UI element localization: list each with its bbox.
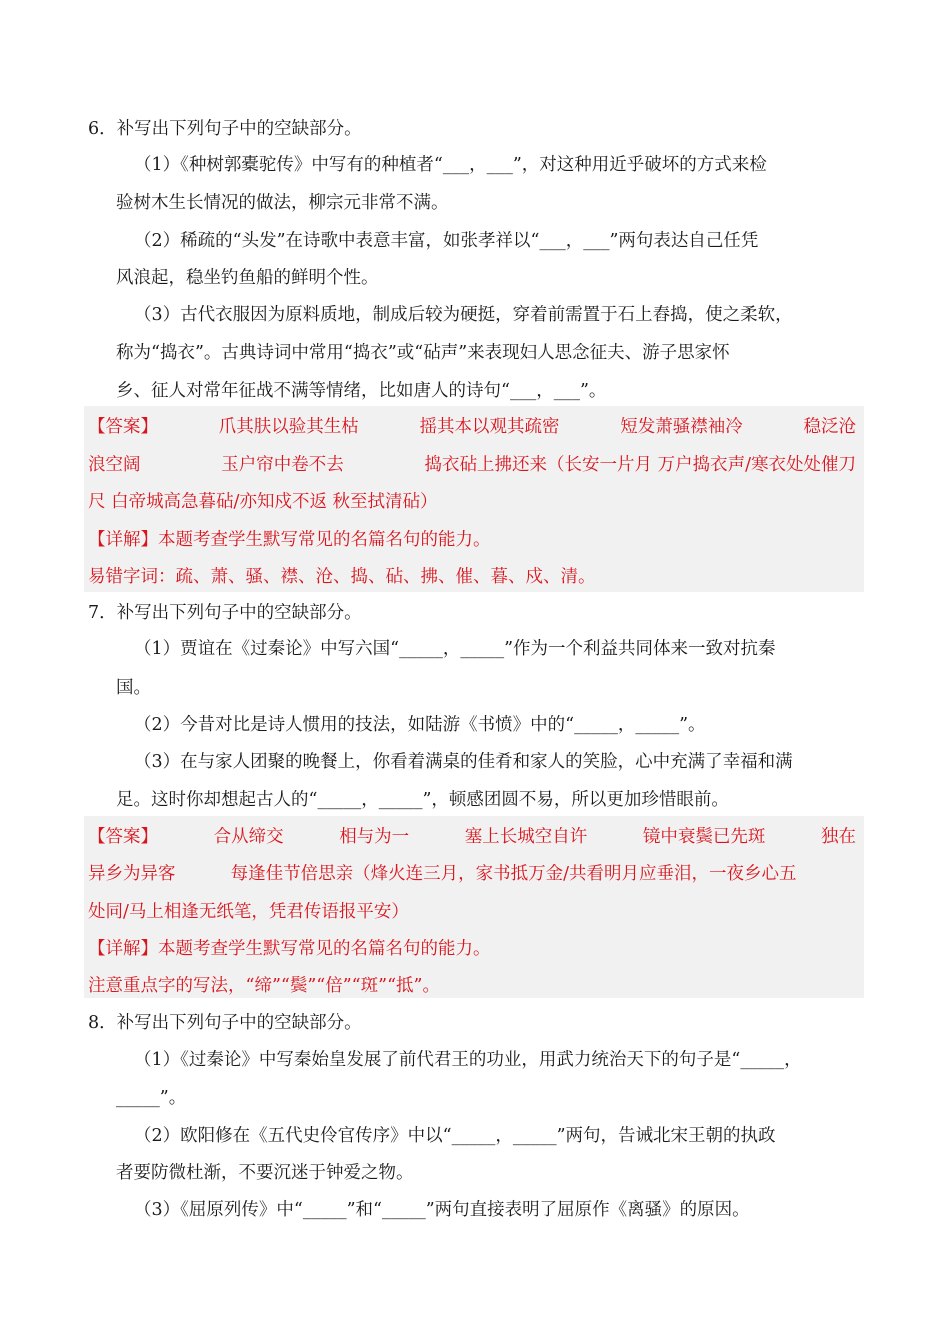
answer-item: 浪空阔 [88, 455, 141, 475]
answer-item: 独在 [820, 827, 856, 847]
answer-item: 捣衣砧上拂还来（长安一片月 万户捣衣声/寒衣处处催刀 [424, 455, 856, 475]
answer-item: 每逢佳节倍思亲（烽火连三月，家书抵万金/共看明月应垂泪，一夜乡心五 [230, 864, 797, 884]
q6-error-note: 易错字词：疏、萧、骚、襟、沧、捣、砧、拂、催、暮、戍、清。 [88, 567, 596, 587]
q7-part3-line2: 足。这时你却想起古人的“_____，_____”，顿感团圆不易，所以更加珍惜眼前。 [116, 790, 729, 810]
q6-answer-line2 [88, 453, 856, 477]
q8-title: 8．补写出下列句子中的空缺部分。 [88, 1013, 362, 1033]
q7-part1-line1: （1）贾谊在《过秦论》中写六国“_____，_____”作为一个利益共同体来一致对抗秦 [134, 639, 776, 659]
answer-label: 【答案】 [88, 827, 158, 847]
q7-explanation: 【详解】本题考查学生默写常见的名篇名句的能力。 [88, 939, 491, 959]
q7-answer-line1 [88, 825, 856, 849]
q8-part2-line1: （2）欧阳修在《五代史伶官传序》中以“_____，_____”两句，告诫北宋王朝的执政 [134, 1126, 776, 1146]
q6-part1-line1: （1）《种树郭橐驼传》中写有的种植者“___，___”，对这种用近乎破坏的方式来检 [134, 155, 767, 175]
answer-item: 塞上长城空自许 [464, 827, 588, 847]
answer-label: 【答案】 [88, 417, 158, 437]
q6-part3-line3: 乡、征人对常年征战不满等情绪，比如唐人的诗句“___，___”。 [116, 381, 607, 401]
q6-part2-line1: （2）稀疏的“头发”在诗歌中表意丰富，如张孝祥以“___，___”两句表达自己任凭 [134, 231, 759, 251]
answer-item: 相与为一 [339, 827, 410, 847]
q6-part3-line1: （3）古代衣服因为原料质地，制成后较为硬挺，穿着前需置于石上舂捣，使之柔软， [134, 305, 793, 325]
q7-part2-line1: （2）今昔对比是诗人惯用的技法，如陆游《书愤》中的“_____，_____”。 [134, 715, 706, 735]
q6-answer-line3: 尺 白帝城高急暮砧/亦知戍不返 秋至拭清砧） [88, 492, 438, 512]
q8-part1-line1: （1）《过秦论》中写秦始皇发展了前代君王的功业，用武力统治天下的句子是“_____， [134, 1050, 802, 1070]
q6-part3-line2: 称为“捣衣”。古典诗词中常用“捣衣”或“砧声”来表现妇人思念征夫、游子思家怀 [116, 343, 730, 363]
q6-answer-line1 [88, 415, 856, 439]
q7-part1-line2: 国。 [116, 678, 151, 698]
answer-item: 短发萧骚襟袖冷 [620, 417, 743, 437]
q6-explanation: 【详解】本题考查学生默写常见的名篇名句的能力。 [88, 530, 491, 550]
q8-part1-line2: _____”。 [116, 1088, 187, 1108]
q7-answer-line3: 处同/马上相逢无纸笔，凭君传语报平安） [88, 902, 409, 922]
answer-item: 合从缔交 [213, 827, 284, 847]
q6-part2-line2: 风浪起，稳坐钓鱼船的鲜明个性。 [116, 268, 379, 288]
q7-title: 7．补写出下列句子中的空缺部分。 [88, 603, 362, 623]
answer-item: 稳泛沧 [803, 417, 856, 437]
answer-item: 镜中衰鬓已先斑 [642, 827, 766, 847]
answer-item: 玉户帘中卷不去 [221, 455, 344, 475]
q8-part3-line1: （3）《屈原列传》中“_____”和“_____”两句直接表明了屈原作《离骚》的原因。 [134, 1200, 750, 1220]
q8-part2-line2: 者要防微杜渐，不要沉迷于钟爱之物。 [116, 1163, 414, 1183]
q6-part1-line2: 验树木生长情况的做法，柳宗元非常不满。 [116, 193, 449, 213]
answer-item: 异乡为异客 [88, 864, 176, 884]
answer-item: 摇其本以观其疏密 [419, 417, 560, 437]
q7-note: 注意重点字的写法，“缔”“鬓”“倍”“斑”“抵”。 [88, 976, 440, 996]
q7-part3-line1: （3）在与家人团聚的晚餐上，你看着满桌的佳肴和家人的笑脸，心中充满了幸福和满 [134, 752, 793, 772]
q6-title: 6．补写出下列句子中的空缺部分。 [88, 119, 362, 139]
q7-answer-line2 [88, 862, 797, 886]
answer-item: 爪其肤以验其生枯 [218, 417, 359, 437]
